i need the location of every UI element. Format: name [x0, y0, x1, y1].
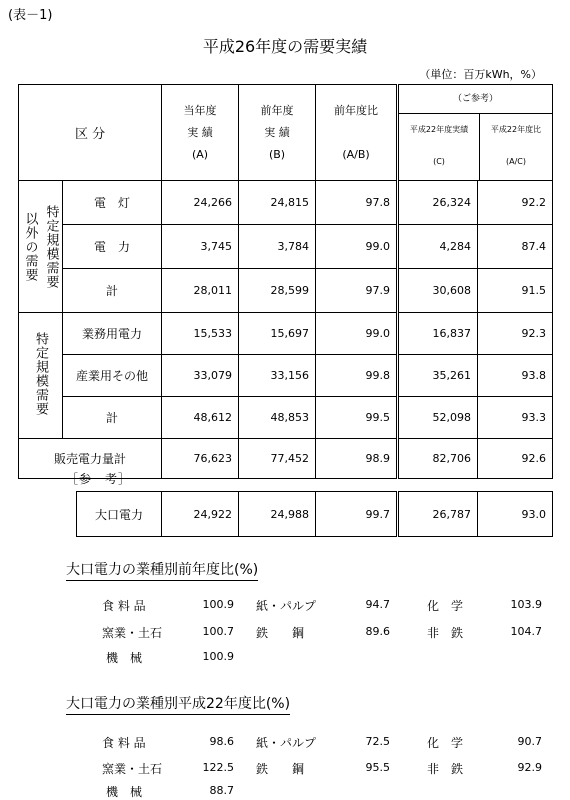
- industry-label: 窯業・土石: [102, 626, 163, 640]
- cell-ac: 92.6: [478, 439, 553, 479]
- header-h22-actual: [399, 114, 480, 180]
- cell-c: 35,261: [398, 355, 478, 397]
- cell-a: 3,745: [162, 225, 239, 269]
- header-category: [19, 85, 162, 181]
- table-row: [77, 492, 553, 537]
- row-label: 大口電力: [77, 492, 162, 537]
- header-current-line2: 実 績: [187, 125, 213, 139]
- cell-c: 26,787: [398, 492, 478, 537]
- industry-value: 103.9: [510, 598, 542, 611]
- industry-value: 100.9: [202, 650, 234, 663]
- row-label: 電 灯: [63, 181, 162, 225]
- cell-b: 48,853: [239, 397, 316, 439]
- cell-a: 48,612: [162, 397, 239, 439]
- industry-label: 食 料 品: [102, 599, 146, 613]
- table-row: [19, 355, 553, 397]
- cell-ab: 97.9: [316, 269, 398, 313]
- industry-value: 90.7: [517, 735, 542, 748]
- unit-note: （単位：百万kWh，%）: [419, 68, 542, 81]
- industry-value: 98.6: [209, 735, 234, 748]
- cell-a: 76,623: [162, 439, 239, 479]
- group1-label: [19, 181, 63, 313]
- header-h22-ratio-line2: (A/C): [506, 157, 527, 166]
- row-label: 計: [63, 397, 162, 439]
- cell-ab: 99.8: [316, 355, 398, 397]
- row-label: 販売電力量計: [19, 439, 162, 479]
- header-reference-label: （ご参考）: [399, 85, 552, 114]
- row-label: 産業用その他: [63, 355, 162, 397]
- cell-b: 3,784: [239, 225, 316, 269]
- cell-ab: 99.0: [316, 313, 398, 355]
- header-ratio-line2: (A/B): [342, 147, 370, 161]
- cell-b: 33,156: [239, 355, 316, 397]
- table-row: [19, 225, 553, 269]
- industry-value: 104.7: [510, 625, 542, 638]
- group1-label-b: 以外の需要: [22, 211, 38, 282]
- header-current-line3: (A): [191, 147, 209, 161]
- reference-heading: ［参 考］: [66, 472, 132, 486]
- cell-a: 24,922: [162, 492, 239, 537]
- header-current-line1: 当年度: [183, 103, 217, 117]
- row-label: 計: [63, 269, 162, 313]
- industry-label: 食 料 品: [102, 736, 146, 750]
- header-previous-line2: 実 績: [264, 125, 290, 139]
- cell-a: 28,011: [162, 269, 239, 313]
- cell-c: 52,098: [398, 397, 478, 439]
- industry-label: 化 学: [427, 599, 464, 613]
- industry-value: 88.7: [209, 784, 234, 797]
- cell-a: 24,266: [162, 181, 239, 225]
- reference-table: [76, 491, 553, 537]
- header-category-label: 区 分: [74, 127, 106, 142]
- industry-label: 鉄 鋼: [256, 626, 305, 640]
- industry-label: 機 械: [106, 651, 143, 665]
- header-reference: [398, 85, 553, 181]
- table-row: [19, 313, 553, 355]
- industry-label: 非 鉄: [427, 762, 464, 776]
- cell-ac: 93.8: [478, 355, 553, 397]
- industry-label: 窯業・土石: [102, 762, 163, 776]
- cell-ac: 91.5: [478, 269, 553, 313]
- cell-a: 33,079: [162, 355, 239, 397]
- group2-label-text: 特定規模需要: [33, 332, 48, 416]
- industry-value: 92.9: [517, 761, 542, 774]
- section-title: 大口電力の業種別前年度比(%): [66, 559, 258, 581]
- industry-value: 122.5: [202, 761, 234, 774]
- cell-b: 15,697: [239, 313, 316, 355]
- header-ratio-line1: 前年度比: [334, 103, 379, 117]
- cell-ab: 98.9: [316, 439, 398, 479]
- section-title: 大口電力の業種別平成22年度比(%): [66, 693, 290, 715]
- industry-value: 100.9: [202, 598, 234, 611]
- header-h22-actual-line1: 平成22年度実績: [409, 125, 469, 134]
- cell-ab: 99.5: [316, 397, 398, 439]
- header-h22-ratio-line1: 平成22年度比: [490, 125, 542, 134]
- header-ratio: [316, 85, 398, 181]
- industry-value: 95.5: [365, 761, 390, 774]
- industry-value: 94.7: [365, 598, 390, 611]
- table-row: [19, 397, 553, 439]
- cell-b: 24,988: [239, 492, 316, 537]
- group2-label: [19, 313, 63, 439]
- industry-value: 72.5: [365, 735, 390, 748]
- table-row: [19, 181, 553, 225]
- header-h22-actual-line2: (C): [433, 157, 445, 166]
- cell-b: 28,599: [239, 269, 316, 313]
- header-h22-ratio: [480, 114, 552, 180]
- cell-ac: 92.2: [478, 181, 553, 225]
- row-label: 業務用電力: [63, 313, 162, 355]
- group1-label-a: 特定規模需要: [43, 204, 59, 289]
- row-label: 電 力: [63, 225, 162, 269]
- cell-c: 82,706: [398, 439, 478, 479]
- demand-table: [18, 84, 553, 479]
- page-title: 平成26年度の需要実績: [202, 37, 368, 56]
- cell-ac: 93.0: [478, 492, 553, 537]
- table-row: [19, 269, 553, 313]
- industry-label: 紙・パルプ: [256, 599, 317, 613]
- cell-ab: 99.0: [316, 225, 398, 269]
- cell-c: 16,837: [398, 313, 478, 355]
- industry-label: 鉄 鋼: [256, 762, 305, 776]
- industry-label: 機 械: [106, 785, 143, 799]
- cell-c: 26,324: [398, 181, 478, 225]
- cell-a: 15,533: [162, 313, 239, 355]
- header-current: [162, 85, 239, 181]
- industry-label: 非 鉄: [427, 626, 464, 640]
- cell-ab: 97.8: [316, 181, 398, 225]
- header-previous-line3: (B): [268, 147, 286, 161]
- industry-value: 100.7: [202, 625, 234, 638]
- cell-c: 30,608: [398, 269, 478, 313]
- industry-label: 紙・パルプ: [256, 736, 317, 750]
- cell-b: 77,452: [239, 439, 316, 479]
- industry-label: 化 学: [427, 736, 464, 750]
- cell-ac: 93.3: [478, 397, 553, 439]
- header-previous-line1: 前年度: [260, 103, 294, 117]
- cell-ac: 87.4: [478, 225, 553, 269]
- cell-c: 4,284: [398, 225, 478, 269]
- industry-value: 89.6: [365, 625, 390, 638]
- table-header-row: [19, 85, 553, 181]
- cell-b: 24,815: [239, 181, 316, 225]
- document-label: (表－1): [8, 8, 53, 23]
- cell-ac: 92.3: [478, 313, 553, 355]
- cell-ab: 99.7: [316, 492, 398, 537]
- header-previous: [239, 85, 316, 181]
